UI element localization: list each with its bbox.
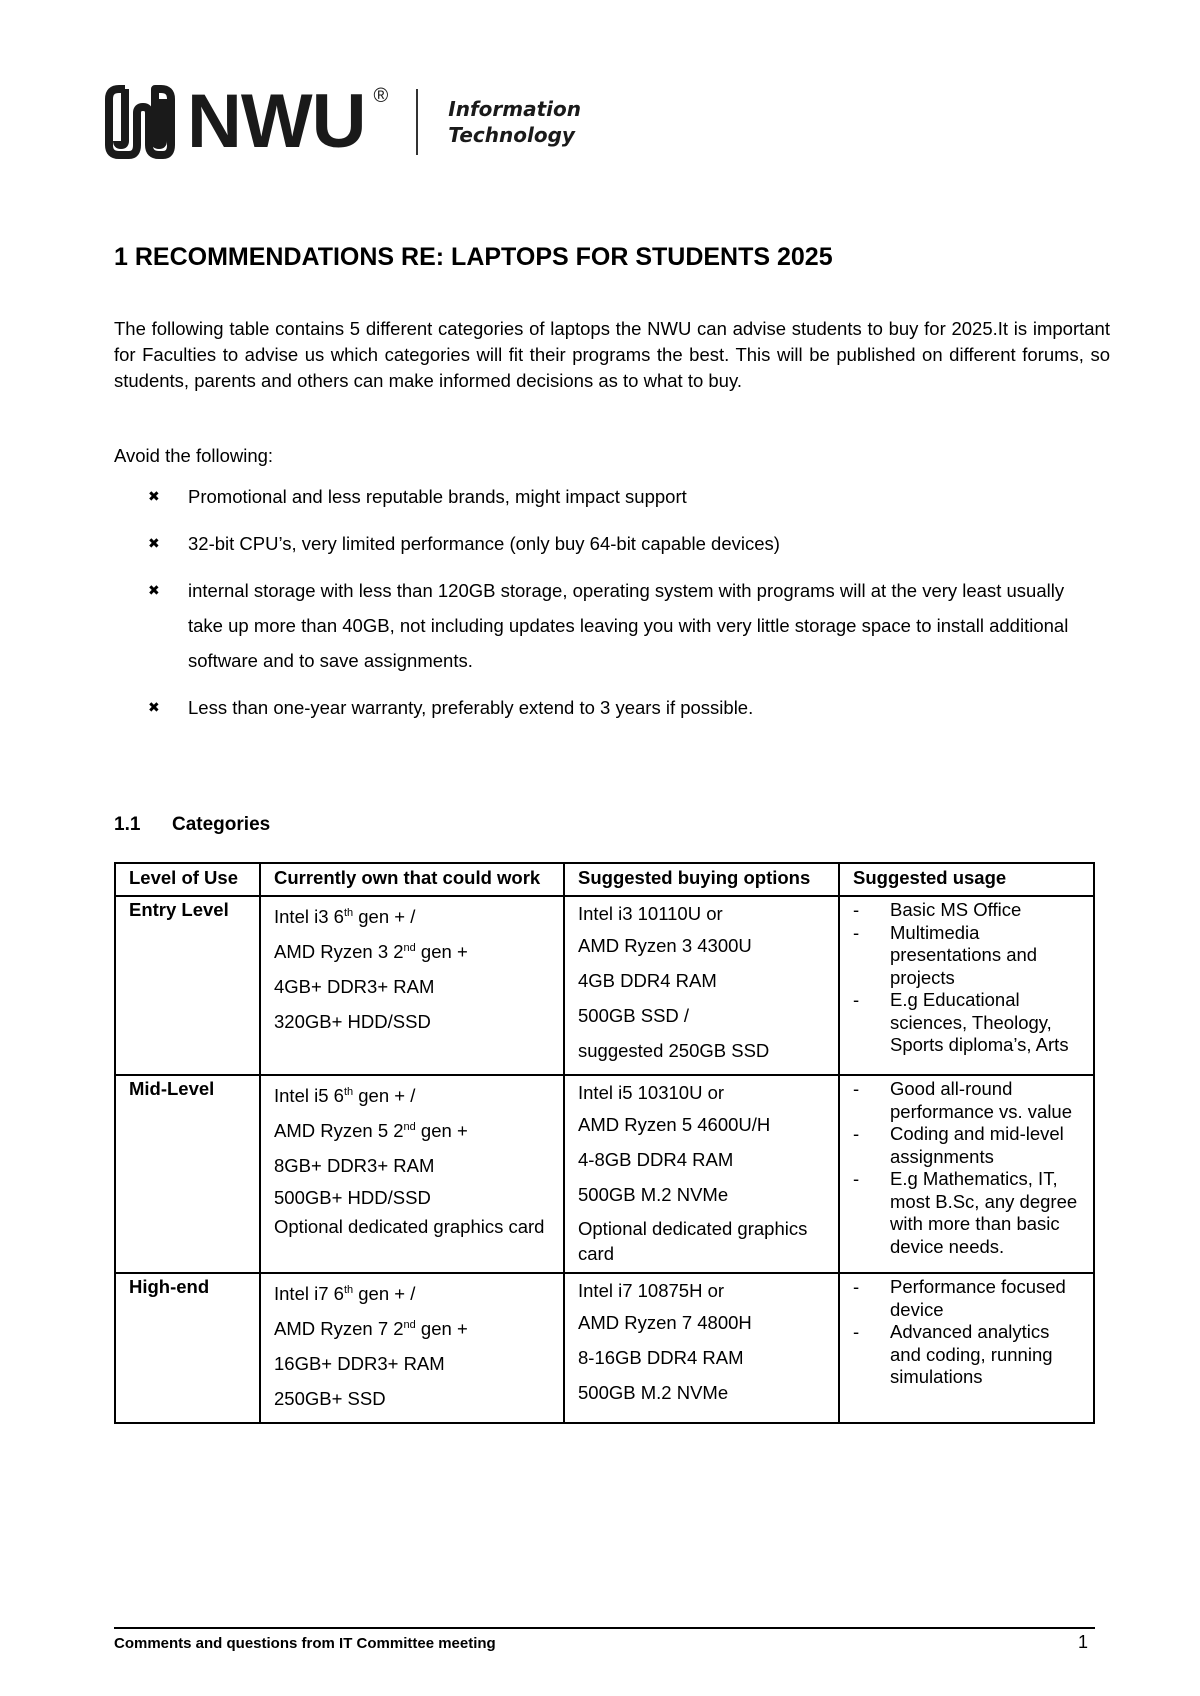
- own-cell: [260, 896, 564, 1075]
- nwu-logo: [103, 79, 581, 164]
- page-number: 1: [1078, 1632, 1089, 1652]
- header-currently-own: Currently own that could work: [260, 863, 564, 896]
- buy-spec: AMD Ryzen 7 4800H: [578, 1312, 752, 1333]
- own-spec: AMD Ryzen 5 2nd gen +: [274, 1120, 468, 1142]
- cross-bullet-icon: ✖: [148, 699, 160, 715]
- level-cell: Mid-Level: [115, 1075, 260, 1273]
- list-item-text: Promotional and less reputable brands, might impact support: [188, 486, 687, 507]
- own-spec: AMD Ryzen 3 2nd gen +: [274, 941, 468, 963]
- own-spec: AMD Ryzen 7 2nd gen +: [274, 1318, 468, 1340]
- list-item: [148, 526, 1088, 561]
- header-suggested-usage: Suggested usage: [839, 863, 1094, 896]
- buy-spec: 500GB M.2 NVMe: [578, 1184, 729, 1205]
- cross-bullet-icon: ✖: [148, 535, 160, 551]
- buy-spec: AMD Ryzen 3 4300U: [578, 935, 752, 956]
- usage-cell: [839, 896, 1094, 1075]
- footer-text: Comments and questions from IT Committee meeting: [114, 1635, 496, 1652]
- usage-item: - Advanced analytics and coding, running simulations: [853, 1321, 1053, 1387]
- registered-mark: ®: [373, 84, 389, 107]
- list-item: [148, 573, 1088, 678]
- own-spec: 8GB+ DDR3+ RAM: [274, 1155, 435, 1177]
- level-cell: High-end: [115, 1273, 260, 1423]
- buy-spec: 4-8GB DDR4 RAM: [578, 1149, 734, 1170]
- table-row: [115, 896, 1094, 1075]
- own-spec-extra: Optional dedicated graphics card: [274, 1216, 545, 1238]
- logo-subtitle: [448, 96, 581, 148]
- own-spec: Intel i7 6th gen + /: [274, 1283, 416, 1305]
- section-number: 1.1: [114, 814, 141, 835]
- footer-rule: [114, 1627, 1095, 1629]
- usage-cell: [839, 1075, 1094, 1273]
- logo-wordmark: NWU: [187, 79, 366, 164]
- usage-item: - Coding and mid-level assignments: [853, 1123, 1064, 1167]
- list-item-text: 32-bit CPU’s, very limited performance (only buy 64-bit capable devices): [188, 533, 780, 554]
- list-item-text: internal storage with less than 120GB storage, operating system with programs will at the very least usually take up more than 40GB, not including updates leaving you with very little storage space to install additional software and to save assignments.: [188, 580, 1069, 671]
- categories-table: [114, 862, 1095, 1424]
- buy-spec: Intel i3 10110U or: [578, 903, 723, 924]
- usage-item: - Basic MS Office: [853, 899, 1022, 920]
- own-spec: 320GB+ HDD/SSD: [274, 1011, 431, 1033]
- section-title: Categories: [172, 814, 271, 835]
- buy-cell: [564, 1075, 839, 1273]
- own-spec: Intel i3 6th gen + /: [274, 906, 416, 928]
- own-spec: 4GB+ DDR3+ RAM: [274, 976, 435, 998]
- table-row: [115, 1273, 1094, 1423]
- header-suggested-buying: Suggested buying options: [564, 863, 839, 896]
- list-item: [148, 479, 1088, 514]
- table-row: [115, 1075, 1094, 1273]
- own-cell: [260, 1273, 564, 1423]
- header-level-of-use: Level of Use: [115, 863, 260, 896]
- section-heading: [114, 814, 270, 836]
- logo-subtitle-line2: Technology: [448, 123, 575, 147]
- avoid-list: [148, 479, 1088, 737]
- own-spec: Intel i5 6th gen + /: [274, 1085, 416, 1107]
- own-cell: [260, 1075, 564, 1273]
- own-spec: 250GB+ SSD: [274, 1388, 386, 1410]
- page-title: 1 RECOMMENDATIONS RE: LAPTOPS FOR STUDENTS 2025: [114, 243, 833, 271]
- own-spec: 16GB+ DDR3+ RAM: [274, 1353, 445, 1375]
- buy-spec: 4GB DDR4 RAM: [578, 970, 717, 991]
- buy-spec: AMD Ryzen 5 4600U/H: [578, 1114, 771, 1135]
- usage-cell: [839, 1273, 1094, 1423]
- buy-cell: [564, 1273, 839, 1423]
- table-header-row: [115, 863, 1094, 896]
- buy-spec: 8-16GB DDR4 RAM: [578, 1347, 744, 1368]
- buy-spec: Intel i5 10310U or: [578, 1082, 725, 1103]
- cross-bullet-icon: ✖: [148, 488, 160, 504]
- buy-spec: 500GB M.2 NVMe: [578, 1382, 729, 1403]
- usage-item: - Performance focused device: [853, 1276, 1066, 1320]
- usage-item: - E.g Mathematics, IT, most B.Sc, any degree with more than basic device needs.: [853, 1168, 1078, 1257]
- list-item-text: Less than one-year warranty, preferably extend to 3 years if possible.: [188, 697, 754, 718]
- list-item: [148, 690, 1088, 725]
- logo-divider: [416, 89, 418, 155]
- buy-spec-extra: Optional dedicated graphics card: [578, 1218, 808, 1264]
- intro-paragraph: The following table contains 5 different categories of laptops the NWU can advise students to buy for 2025.It is important for Faculties to advise us which categories will fit their programs the best. This will be published on different forums, so students, parents and others can make informed decisions as to what to buy.: [114, 318, 1110, 391]
- level-cell: Entry Level: [115, 896, 260, 1075]
- usage-item: - Good all-round performance vs. value: [853, 1078, 1073, 1122]
- usage-item: - Multimedia presentations and projects: [853, 921, 1038, 988]
- logo-subtitle-line1: Information: [448, 97, 581, 121]
- nwu-emblem-icon: [103, 85, 177, 159]
- buy-spec: Intel i7 10875H or: [578, 1280, 725, 1301]
- buy-spec: suggested 250GB SSD: [578, 1040, 770, 1061]
- buy-spec: 500GB SSD /: [578, 1005, 690, 1026]
- usage-item: - E.g Educational sciences, Theology, Sports diploma’s, Arts: [853, 989, 1069, 1055]
- buy-cell: [564, 896, 839, 1075]
- own-spec: 500GB+ HDD/SSD: [274, 1187, 431, 1209]
- cross-bullet-icon: ✖: [148, 582, 160, 598]
- avoid-lead: Avoid the following:: [114, 445, 274, 466]
